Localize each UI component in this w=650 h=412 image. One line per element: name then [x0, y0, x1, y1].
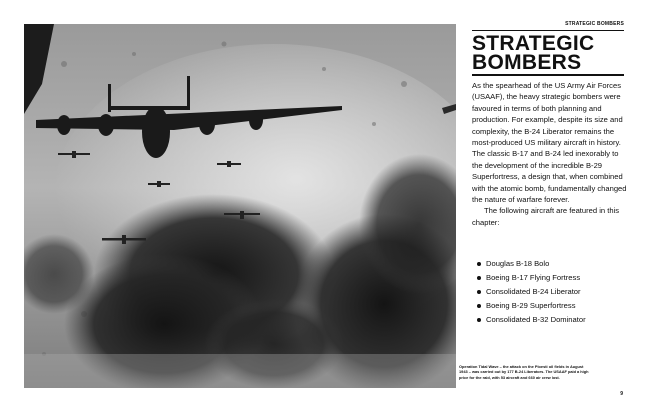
- header-rule: [472, 30, 624, 31]
- bomber-photo: [24, 24, 456, 388]
- intro-paragraph: As the spearhead of the US Army Air Forces (USAAF), the heavy strategic bombers were favoured in terms of both planning and production. For example, despite its size and complexity, the B-24 Liberator remains the most-produced US military aircraft in history. The classic B-17 and B-24 led inexorably to the development of the incredible B-29 Superfortress, a design that, when combined with the atomic bomb, fundamentally changed the nature of warfare forever.: [472, 81, 627, 205]
- page-number: 9: [620, 391, 623, 397]
- list-item: Consolidated B-24 Liberator: [476, 285, 626, 299]
- chapter-title: [472, 34, 632, 72]
- list-item: Boeing B-29 Superfortress: [476, 299, 626, 313]
- list-item: Boeing B-17 Flying Fortress: [476, 271, 626, 285]
- list-item: Douglas B-18 Bolo: [476, 257, 626, 271]
- section-header-label: STRATEGIC BOMBERS: [565, 21, 624, 27]
- photo-caption: Operation Tidal Wave – the attack on the Ploesti oil fields in August 1943 – was carried out by 177 B-24 Liberators. The USAAF paid a high price for the raid, with 53 aircraft and 660 air crew lost.: [459, 364, 589, 380]
- chapter-title-line-2: BOMBERS: [472, 51, 582, 74]
- chapter-intro: [472, 80, 628, 228]
- chapter-title-line-1: STRATEGIC: [472, 32, 595, 55]
- title-rule: [472, 74, 624, 76]
- featured-aircraft-intro: The following aircraft are featured in this chapter:: [472, 206, 620, 227]
- list-item: Consolidated B-32 Dominator: [476, 313, 626, 327]
- bomber-photo-illustration: [24, 24, 456, 388]
- featured-aircraft-list: [476, 257, 626, 327]
